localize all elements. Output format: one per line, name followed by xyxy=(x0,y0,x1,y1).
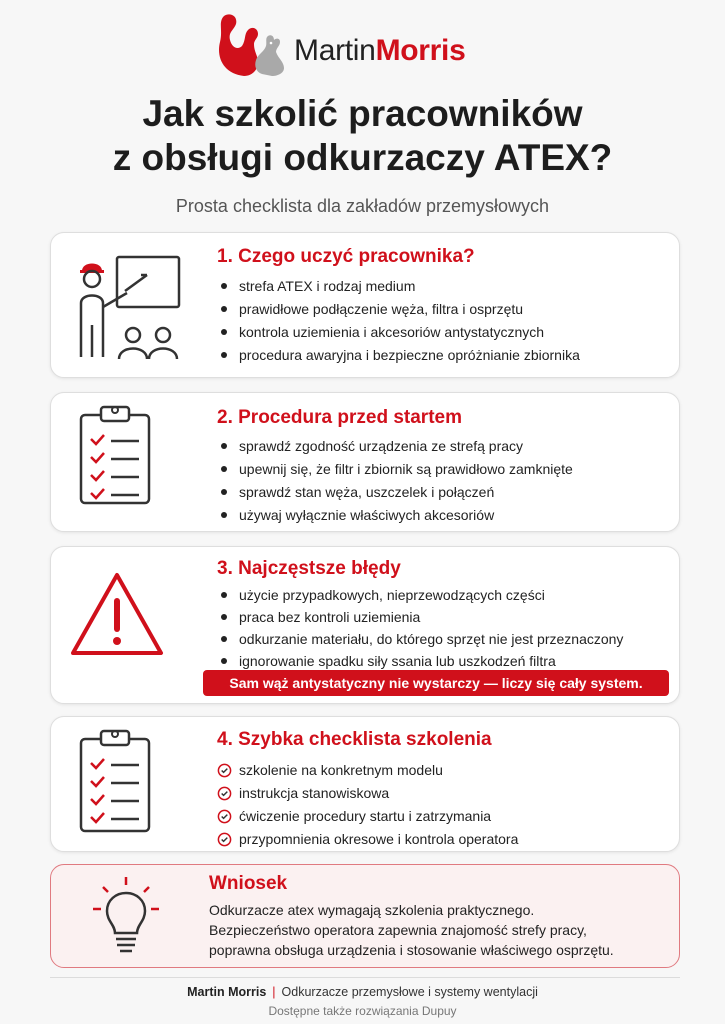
list-item: strefa ATEX i rodzaj medium xyxy=(217,275,580,298)
footer-tagline: Odkurzacze przemysłowe i systemy wentylacji xyxy=(281,985,538,999)
section-4-title: 4. Szybka checklista szkolenia xyxy=(217,729,492,750)
section-3-title: 3. Najczęstsze błędy xyxy=(217,558,401,579)
warning-triangle-icon xyxy=(67,569,167,661)
clipboard-checklist-icon xyxy=(75,725,155,837)
list-item: odkurzanie materiału, do którego sprzęt nie jest przeznaczony xyxy=(217,628,623,650)
conclusion-box xyxy=(50,864,680,968)
list-item xyxy=(217,782,518,805)
section-card-2 xyxy=(50,392,680,532)
section-3-list xyxy=(217,584,623,672)
checklist-item-text: przypomnienia okresowe i kontrola operatora xyxy=(239,831,519,847)
footer-line xyxy=(0,985,725,999)
clipboard-checklist-icon xyxy=(75,401,155,511)
warning-banner: Sam wąż antystatyczny nie wystarczy — liczy się cały system. xyxy=(203,670,669,696)
conclusion-body xyxy=(209,900,669,960)
list-item: używaj wyłącznie właściwych akcesoriów xyxy=(217,504,573,527)
lightbulb-icon xyxy=(91,875,161,959)
brand-name-light: Martin xyxy=(294,34,376,67)
list-item xyxy=(217,759,518,782)
conclusion-line-1: Odkurzacze atex wymagają szkolenia praktycznego. xyxy=(209,902,535,918)
list-item: procedura awaryjna i bezpieczne opróżnianie zbiornika xyxy=(217,344,580,367)
section-1-title: 1. Czego uczyć pracownika? xyxy=(217,246,475,267)
list-item: kontrola uziemienia i akcesoriów antystatycznych xyxy=(217,321,580,344)
title-line-2: z obsługi odkurzaczy ATEX? xyxy=(112,137,613,178)
check-circle-icon xyxy=(217,786,232,801)
footer-separator: | xyxy=(272,985,276,999)
squirrel-logo-icon xyxy=(214,10,290,80)
checklist-item-text: instrukcja stanowiskowa xyxy=(239,785,390,801)
page-subtitle: Prosta checklista dla zakładów przemysłowych xyxy=(175,196,550,216)
section-1-list xyxy=(217,275,580,367)
section-2-list xyxy=(217,435,573,527)
page-title xyxy=(0,92,725,180)
footer-note: Dostępne także rozwiązania Dupuy xyxy=(268,1004,457,1018)
list-item: sprawdź zgodność urządzenia ze strefą pracy xyxy=(217,435,573,458)
section-card-1 xyxy=(50,232,680,378)
check-circle-icon xyxy=(217,763,232,778)
list-item: upewnij się, że filtr i zbiornik są prawidłowo zamknięte xyxy=(217,458,573,481)
section-2-title: 2. Procedura przed startem xyxy=(217,407,462,428)
list-item xyxy=(217,828,518,851)
brand-name-bold: Morris xyxy=(375,34,466,67)
list-item: użycie przypadkowych, nieprzewodzących części xyxy=(217,584,623,606)
checklist-item-text: szkolenie na konkretnym modelu xyxy=(239,762,443,778)
section-card-3 xyxy=(50,546,680,704)
brand-logo xyxy=(214,10,514,82)
conclusion-line-2: Bezpieczeństwo operatora zapewnia znajomość strefy pracy, xyxy=(209,922,587,938)
conclusion-title: Wniosek xyxy=(209,873,288,894)
checklist-item-text: ćwiczenie procedury startu i zatrzymania xyxy=(239,808,492,824)
list-item: sprawdź stan węża, uszczelek i połączeń xyxy=(217,481,573,504)
list-item: ignorowanie spadku siły ssania lub uszkodzeń filtra xyxy=(217,650,623,672)
title-line-1: Jak szkolić pracowników xyxy=(142,93,583,134)
list-item: praca bez kontroli uziemienia xyxy=(217,606,623,628)
list-item xyxy=(217,805,518,828)
section-card-4 xyxy=(50,716,680,852)
list-item: prawidłowe podłączenie węża, filtra i osprzętu xyxy=(217,298,580,321)
footer-brand: Martin Morris xyxy=(187,985,267,999)
section-4-list xyxy=(217,759,518,851)
trainer-icon xyxy=(73,247,193,365)
check-circle-icon xyxy=(217,809,232,824)
conclusion-line-3: poprawna obsługa urządzenia i stosowanie właściwego osprzętu. xyxy=(209,942,614,958)
footer-divider xyxy=(50,977,680,978)
check-circle-icon xyxy=(217,832,232,847)
